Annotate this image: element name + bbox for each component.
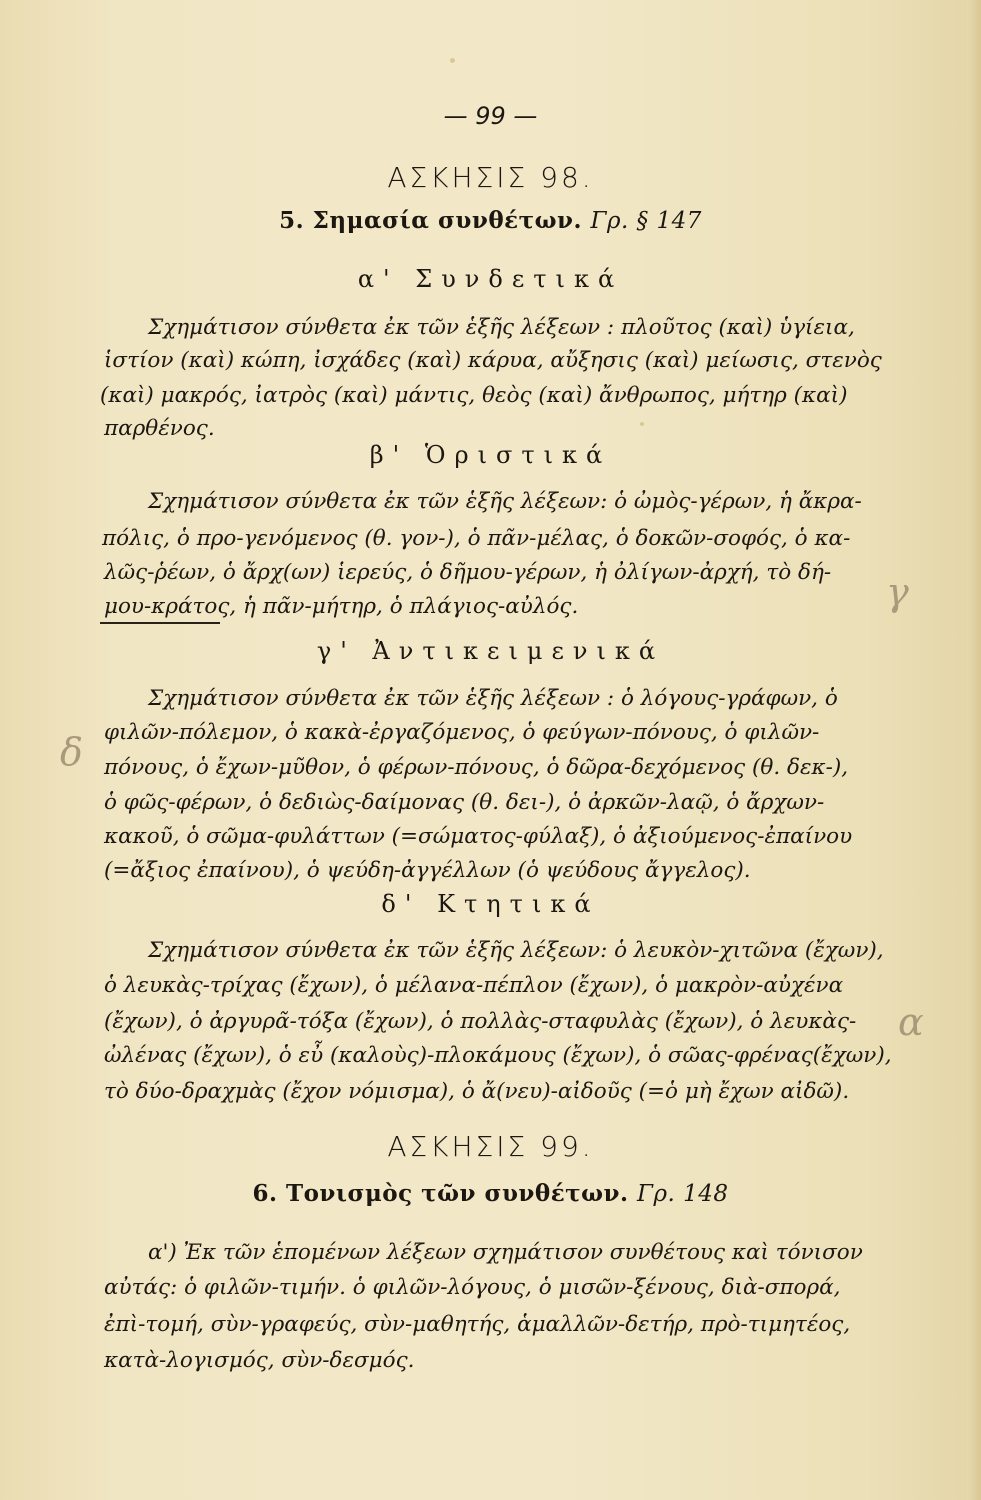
section-d-heading: δ' Κτητικά (381, 890, 600, 918)
page-number: — 99 — (443, 102, 538, 130)
exercise-99-line-4: κατὰ-λογισμός, σὺν-δεσμός. (104, 1348, 415, 1373)
exercise-99-title: ΑΣΚΗΣΙΣ 99. (387, 1130, 594, 1163)
exercise-98-subtitle-text: 5. Σημασία συνθέτων. (279, 207, 583, 234)
exercise-98-title: ΑΣΚΗΣΙΣ 98. (387, 161, 594, 194)
section-d-line-3: (ἔχων), ὁ ἀργυρᾶ-τόξα (ἔχων), ὁ πολλὰς-σταφυλὰς (ἔχων), ὁ λευκὰς- (104, 1009, 857, 1034)
section-c-line-3: πόνους, ὁ ἔχων-μῦθον, ὁ φέρων-πόνους, ὁ δῶρα-δεχόμενος (θ. δεκ-), (104, 755, 849, 780)
section-b-line-3: λῶς-ῥέων, ὁ ἄρχ(ων) ἱερεύς, ὁ δῆμου-γέρων, ἡ ὀλίγων-ἀρχή, τὸ δή- (104, 560, 832, 585)
section-b-line-4: μου-κράτος, ἡ πᾶν-μήτηρ, ὁ πλάγιος-αὐλός. (104, 594, 579, 619)
section-d-line-1: Σχημάτισον σύνθετα ἐκ τῶν ἑξῆς λέξεων: ὁ λευκὸν-χιτῶνα (ἔχων), (148, 938, 884, 963)
exercise-99-subtitle-text: 6. Τονισμὸς τῶν συνθέτων. (252, 1180, 629, 1207)
section-a-line-4: παρθένος. (104, 416, 215, 441)
exercise-98-subtitle (0, 209, 981, 233)
section-d-line-2: ὁ λευκὰς-τρίχας (ἔχων), ὁ μέλανα-πέπλον (ἔχων), ὁ μακρὸν-αὐχένα (104, 973, 844, 998)
exercise-99-subtitle (0, 1182, 981, 1206)
paper-stain (450, 58, 455, 63)
section-c-heading: γ' Ἀντικειμενικά (316, 637, 665, 665)
section-b-heading: β' Ὁριστικά (369, 441, 612, 469)
section-c-line-4: ὁ φῶς-φέρων, ὁ δεδιὼς-δαίμονας (θ. δει-), ὁ ἀρκῶν-λαῷ, ὁ ἄρχων- (104, 790, 825, 815)
section-b-line-1: Σχημάτισον σύνθετα ἐκ τῶν ἑξῆς λέξεων: ὁ ὠμὸς-γέρων, ἡ ἄκρα- (148, 489, 862, 514)
section-d-line-4: ὠλένας (ἔχων), ὁ εὖ (καλοὺς)-πλοκάμους (ἔχων), ὁ σῶας-φρένας(ἔχων), (104, 1043, 892, 1068)
exercise-99-reference: Γρ. 148 (637, 1181, 729, 1207)
section-b-line-2: πόλις, ὁ προ-γενόμενος (θ. γον-), ὁ πᾶν-μέλας, ὁ δοκῶν-σοφός, ὁ κα- (102, 526, 851, 551)
section-a-line-2: ἱστίον (καὶ) κώπη, ἰσχάδες (καὶ) κάρυα, αὔξησις (καὶ) μείωσις, στενὸς (104, 348, 882, 373)
pencil-underline (100, 622, 220, 624)
section-c-line-6: (=ἄξιος ἐπαίνου), ὁ ψεύδη-ἀγγέλλων (ὁ ψεύδους ἄγγελος). (104, 858, 751, 883)
exercise-99-line-1: α') Ἐκ τῶν ἑπομένων λέξεων σχημάτισον συνθέτους καὶ τόνισον (148, 1240, 863, 1265)
margin-pencil-note: δ (60, 730, 83, 774)
paper-stain (640, 422, 644, 426)
exercise-99-line-2: αὐτάς: ὁ φιλῶν-τιμήν. ὁ φιλῶν-λόγους, ὁ μισῶν-ξένους, διὰ-σπορά, (104, 1275, 841, 1300)
section-a-heading: α' Συνδετικά (357, 265, 624, 293)
margin-pencil-note: α (898, 1000, 924, 1044)
exercise-99-line-3: ἐπὶ-τομή, σὺν-γραφεύς, σὺν-μαθητής, ἁμαλλῶν-δετήρ, πρὸ-τιμητέος, (104, 1312, 851, 1337)
section-c-line-1: Σχημάτισον σύνθετα ἐκ τῶν ἑξῆς λέξεων : ὁ λόγους-γράφων, ὁ (148, 686, 838, 711)
section-c-line-5: κακοῦ, ὁ σῶμα-φυλάττων (=σώματος-φύλαξ), ὁ ἀξιούμενος-ἐπαίνου (104, 824, 853, 849)
section-d-line-5: τὸ δύο-δραχμὰς (ἔχον νόμισμα), ὁ ἄ(νευ)-αἰδοῦς (=ὁ μὴ ἔχων αἰδῶ). (104, 1079, 850, 1104)
section-c-line-2: φιλῶν-πόλεμον, ὁ κακὰ-ἐργαζόμενος, ὁ φεύγων-πόνους, ὁ φιλῶν- (104, 720, 820, 745)
exercise-98-reference: Γρ. § 147 (590, 208, 702, 234)
section-a-line-1: Σχημάτισον σύνθετα ἐκ τῶν ἑξῆς λέξεων : πλοῦτος (καὶ) ὑγίεια, (148, 315, 855, 340)
section-a-line-3: (καὶ) μακρός, ἰατρὸς (καὶ) μάντις, θεὸς (καὶ) ἄνθρωπος, μήτηρ (καὶ) (100, 383, 848, 408)
margin-pencil-note: γ (886, 570, 909, 614)
